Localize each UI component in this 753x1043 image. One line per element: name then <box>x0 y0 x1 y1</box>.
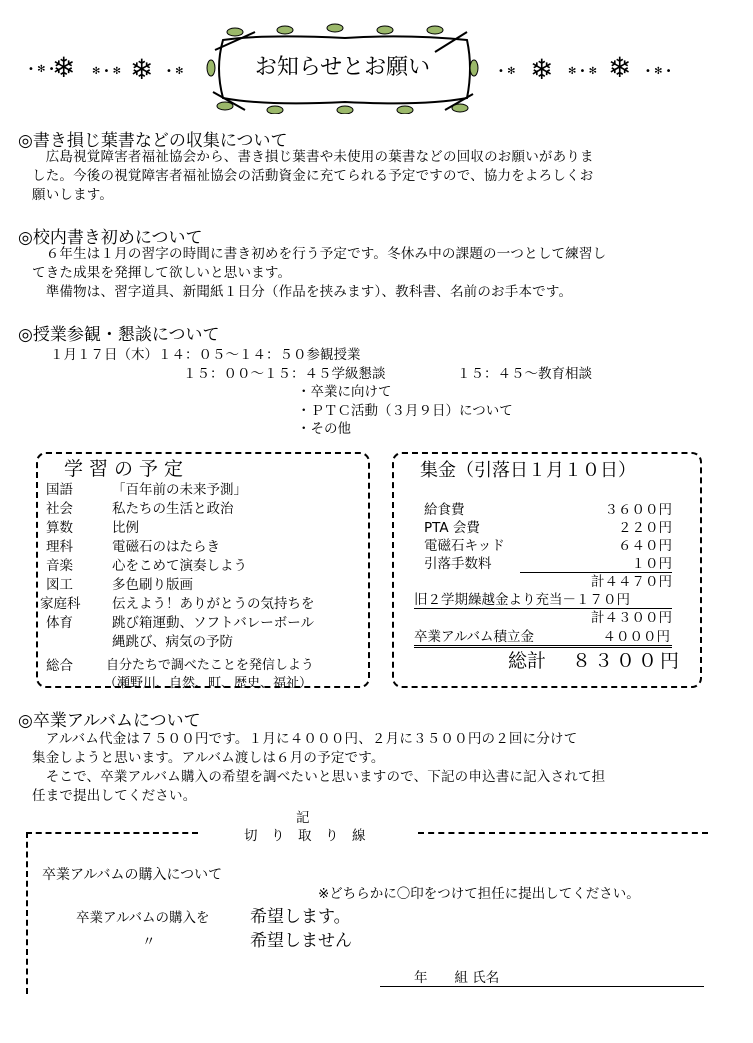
schedule-content: 跳び箱運動、ソフトバレーボール <box>112 615 314 631</box>
schedule-subject: 理科 <box>46 539 73 555</box>
snow-dots-icon: • ✻ • <box>645 66 672 77</box>
snowflake-icon: ❄ <box>130 53 154 86</box>
collection-subtotal2: 計４３００円 <box>591 610 672 626</box>
schedule-content: （瀬野川、自然、町、歴史、福祉） <box>104 676 313 691</box>
schedule-subject: 社会 <box>46 501 73 517</box>
schedule-subject: 体育 <box>46 615 73 631</box>
schedule-subject: 総合 <box>46 658 73 674</box>
text-line: ６年生は１月の習字の時間に書き初めを行う予定です。冬休み中の課題の一つとして練習し <box>32 246 607 262</box>
schedule-content: 「百年前の未来予測」 <box>112 482 247 498</box>
visit-schedule-line1: １月１７日（木）１４：０５～１４：５０参観授業 <box>50 347 361 363</box>
collection-album-amount: ４０００円 <box>602 629 670 645</box>
snowflake-icon: ❄ <box>52 51 76 84</box>
schedule-content: 私たちの生活と政治 <box>112 501 234 517</box>
schedule-content: 心をこめて演奏しよう <box>112 558 247 574</box>
form-title: 卒業アルバムの購入について <box>42 867 223 883</box>
option-want-button[interactable]: 希望します。 <box>250 907 351 927</box>
collection-title: 集金（引落日１月１０日） <box>420 460 636 481</box>
text-line: アルバム代金は７５００円です。１月に４０００円、２月に３５００円の２回に分けて <box>32 731 578 747</box>
snow-dots-icon: • ✻ • <box>28 64 55 75</box>
schedule-subject: 音楽 <box>46 558 73 574</box>
schedule-title: 学習の予定 <box>64 458 190 480</box>
text-line: 任まで提出してください。 <box>32 788 197 804</box>
schedule-subject: 図工 <box>46 577 73 593</box>
snow-dots-icon: ✻ • ✻ <box>568 66 598 77</box>
schedule-content: 多色刷り版画 <box>112 577 193 593</box>
visit-bullet: ・ＰＴＣ活動（３月９日）について <box>297 403 513 419</box>
cut-line-left <box>26 832 198 834</box>
cut-line-right <box>418 832 708 834</box>
snow-dots-icon: • ✻ <box>498 66 516 77</box>
collection-item-label: 引落手数料 <box>424 556 492 572</box>
option-not-want-button[interactable]: 希望しません <box>250 931 352 951</box>
schedule-content: 伝えよう！ありがとうの気持ちを <box>112 596 315 612</box>
section-heading-album: ◎卒業アルバムについて <box>18 711 201 731</box>
text-line: 広島視覚障害者福祉協会から、書き損じ葉書や未使用の葉書などの回収のお願いがありま <box>32 149 594 165</box>
collection-item-label: 電磁石キッド <box>424 538 505 554</box>
cut-line-vertical <box>26 832 28 994</box>
collection-item-amount: ６４０円 <box>618 538 672 554</box>
section-body-postcards <box>32 148 732 205</box>
visit-bullet: ・その他 <box>297 421 351 437</box>
collection-carryover: 旧２学期繰越金より充当－１７０円 <box>414 588 672 609</box>
form-note: ※どちらかに〇印をつけて担任に提出してください。 <box>318 886 640 902</box>
schedule-content: 縄跳び、病気の予防 <box>112 634 233 650</box>
snow-dots-icon: • ✻ <box>166 66 184 77</box>
visit-schedule-line2: １５：００～１５：４５学級懇談 <box>183 366 386 382</box>
collection-item-label: PTA 会費 <box>424 520 480 536</box>
snowflake-icon: ❄ <box>530 53 554 86</box>
visit-schedule-line2b: １５：４５～教育相談 <box>457 366 592 382</box>
form-ditto-mark: 〃 <box>142 934 156 950</box>
collection-item-amount: ３６００円 <box>604 502 672 518</box>
text-line: 準備物は、習字道具、新聞紙１日分（作品を挟みます）、教科書、名前のお手本です。 <box>32 284 573 300</box>
text-line: 願いします。 <box>32 187 114 203</box>
collection-album-row <box>414 625 672 648</box>
collection-item-amount: １０円 <box>520 552 672 573</box>
snowflake-icon: ❄ <box>608 51 632 84</box>
section-body-kakizome <box>32 245 732 302</box>
schedule-subject: 家庭科 <box>40 596 81 612</box>
section-heading-postcards: ◎書き損じ葉書などの収集について <box>18 131 288 151</box>
ki-label: 記 <box>296 810 310 826</box>
collection-total-label: 総計 <box>508 650 547 672</box>
collection-album-label: 卒業アルバム積立金 <box>414 629 535 645</box>
section-body-album <box>32 730 732 806</box>
cut-line-label: 切 り 取 り 線 <box>244 828 366 844</box>
name-field[interactable]: 年 組 氏名 <box>380 966 704 987</box>
form-question-label: 卒業アルバムの購入を <box>76 910 210 926</box>
schedule-content: 比例 <box>112 520 139 536</box>
schedule-content: 電磁石のはたらき <box>112 539 220 555</box>
text-line: した。今後の視覚障害者福祉協会の活動資金に充てられる予定ですので、協力をよろしくお <box>32 168 594 184</box>
text-line: てきた成果を発揮して欲しいと思います。 <box>32 265 292 281</box>
visit-bullet: ・卒業に向けて <box>297 384 392 400</box>
collection-item-label: 給食費 <box>424 502 465 518</box>
collection-total-amount: ８３００円 <box>572 650 683 672</box>
schedule-subject: 算数 <box>46 520 73 536</box>
page-title: お知らせとお願い <box>254 55 431 80</box>
schedule-subject: 国語 <box>46 482 73 498</box>
text-line: 集金しようと思います。アルバム渡しは６月の予定です。 <box>32 750 385 766</box>
collection-subtotal1: 計４４７０円 <box>591 574 672 590</box>
section-heading-kakizome: ◎校内書き初めについて <box>18 228 203 248</box>
text-line: そこで、卒業アルバム購入の希望を調べたいと思いますので、下記の申込書に記入されて担 <box>32 769 606 785</box>
schedule-content: 自分たちで調べたことを発信しよう <box>106 658 314 673</box>
section-heading-visit: ◎授業参観・懇談について <box>18 325 220 345</box>
collection-item-amount: ２２０円 <box>618 520 672 536</box>
snow-dots-icon: ✻ • ✻ <box>92 66 122 77</box>
